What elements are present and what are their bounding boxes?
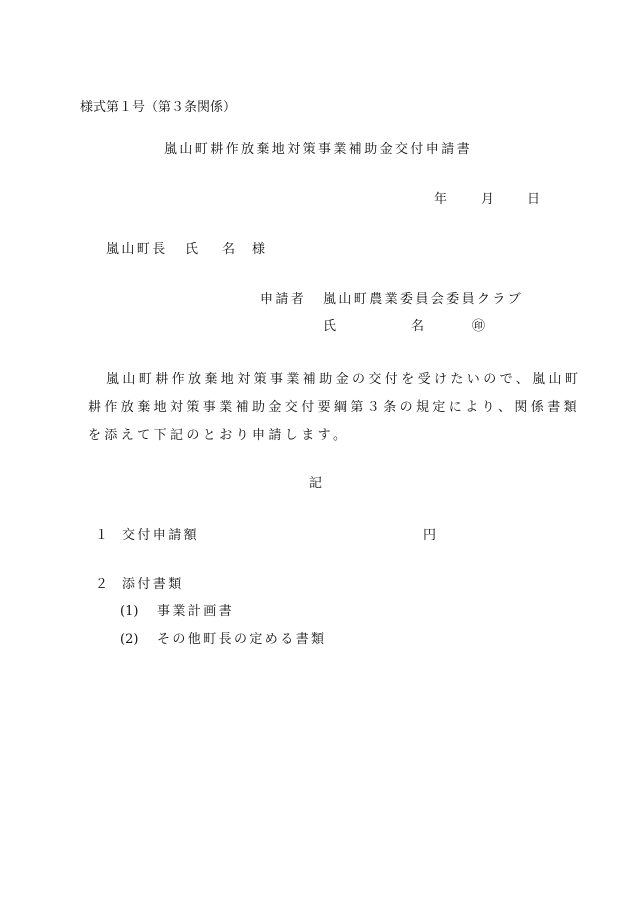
date-year-label: 年 [434, 192, 448, 207]
applicant-name-second: 名 [411, 319, 425, 334]
list-item-number: (1) [120, 604, 139, 619]
item-1-label: 交付申請額 [122, 528, 200, 543]
item-2-label: 添付書類 [122, 577, 184, 592]
list-item-text: その他町長の定める書類 [157, 632, 327, 647]
item-1-number: １ [95, 528, 109, 543]
addressee-honorific: 様 [252, 242, 266, 257]
page-title: 嵐山町耕作放棄地対策事業補助金交付申請書 [164, 142, 473, 157]
applicant-organization: 嵐山町農業委員会委員クラブ [323, 292, 524, 307]
body-line: 耕作放棄地対策事業補助金交付要綱第３条の規定により、関係書類 [88, 400, 581, 415]
applicant-name-first: 氏 [323, 319, 337, 334]
applicant-label: 申請者 [260, 292, 307, 307]
ki-heading: 記 [309, 476, 323, 491]
date-month-label: 月 [481, 192, 495, 207]
body-line: 嵐山町耕作放棄地対策事業補助金の交付を受けたいので、嵐山町 [106, 372, 582, 387]
item-2-number: ２ [95, 577, 109, 592]
item-1-unit: 円 [423, 528, 437, 543]
seal-mark: ㊞ [472, 319, 486, 334]
body-line: を添えて下記のとおり申請します。 [88, 428, 350, 443]
addressee-title: 嵐山町長 [106, 242, 168, 257]
list-item-number: (2) [120, 632, 139, 647]
form-number: 様式第１号（第３条関係） [80, 100, 237, 115]
list-item-text: 事業計画書 [157, 604, 235, 619]
addressee-name-first: 氏 [185, 242, 199, 257]
addressee-name-second: 名 [222, 242, 236, 257]
date-day-label: 日 [527, 192, 541, 207]
